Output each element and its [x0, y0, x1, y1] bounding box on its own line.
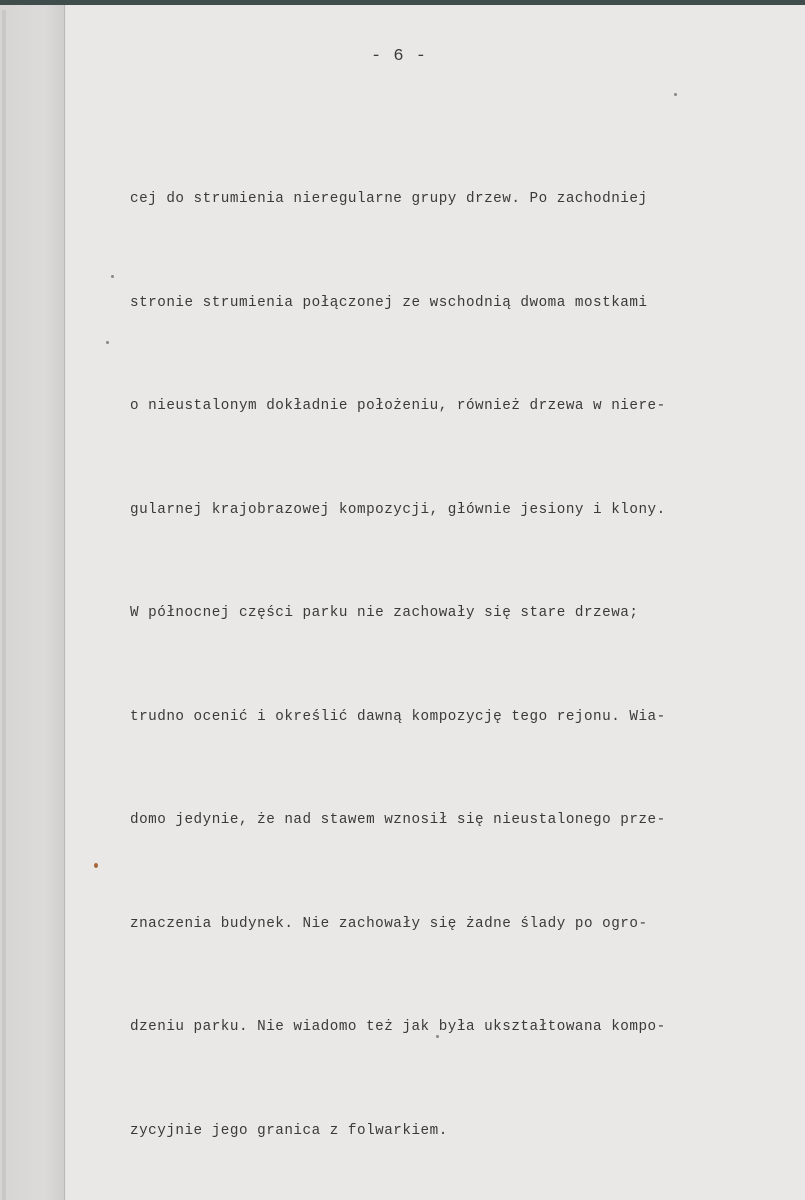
text-line: stronie strumienia połączonej ze wschodnią dwoma mostkami: [130, 294, 648, 311]
text-line: znaczenia budynek. Nie zachowały się żadne ślady po ogro-: [130, 915, 648, 932]
text-line: gularnej krajobrazowej kompozycji, głównie jesiony i klony.: [130, 501, 666, 518]
text-line: o nieustalonym dokładnie położeniu, również drzewa w niere-: [130, 398, 666, 414]
text-line: zycyjnie jego granica z folwarkiem.: [130, 1122, 448, 1139]
paper-speck: [111, 275, 114, 278]
document-page: [66, 5, 805, 1200]
text-line: cej do strumienia nieregularne grupy drzew. Po zachodniej: [130, 191, 648, 207]
body-text: [130, 113, 770, 1200]
paper-speck: [674, 93, 677, 96]
paper-stain: [94, 863, 98, 868]
text-line: trudno ocenić i określić dawną kompozycję tego rejonu. Wia-: [130, 708, 666, 725]
text-line: dzeniu parku. Nie wiadomo też jak była ukształtowana kompo-: [130, 1019, 666, 1035]
paper-speck: [106, 341, 109, 344]
text-line: domo jedynie, że nad stawem wznosił się nieustalonego prze-: [130, 812, 666, 828]
paper-speck: [436, 1035, 439, 1038]
adjacent-page-edge: [0, 5, 65, 1200]
text-line: W północnej części parku nie zachowały się stare drzewa;: [130, 605, 639, 621]
page-number: - 6 -: [370, 47, 427, 66]
page-fold-shadow: [2, 10, 6, 1200]
